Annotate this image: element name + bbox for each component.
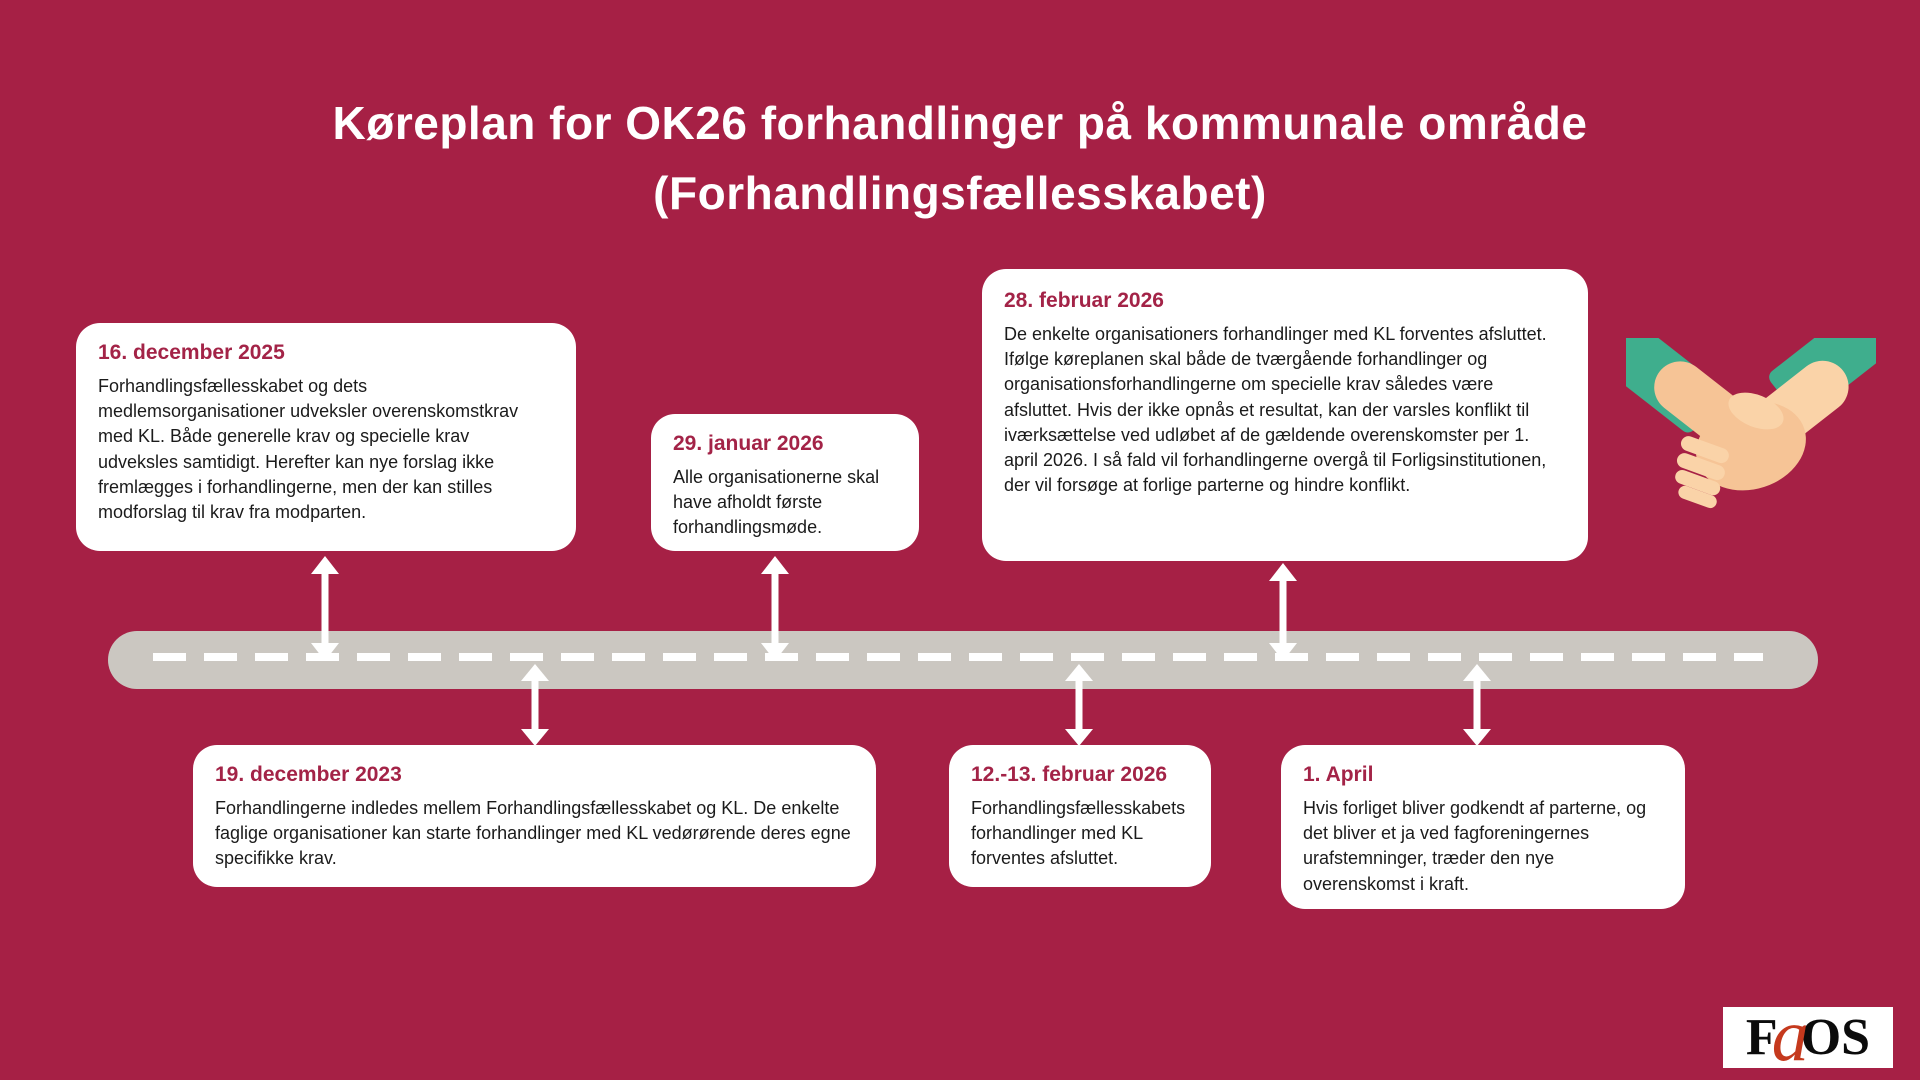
event-date: 29. januar 2026 [673,432,824,455]
event-date: 28. februar 2026 [1004,289,1164,312]
page-title-line2: (Forhandlingsfællesskabet) [653,167,1267,219]
event-text: Forhandlingsfællesskabets forhandlinger med KL forventes afsluttet. [971,798,1186,869]
double-arrow-icon [1459,664,1495,746]
event-date: 16. december 2025 [98,341,285,364]
faos-logo-letter-a: a [1771,994,1809,1077]
timeline-dashed-line [153,653,1763,661]
faos-logo-letter-f: F [1745,1008,1778,1066]
event-text: Hvis forliget bliver godkendt af parterne, og det bliver et ja ved fagforeningernes urafstemninger, træder den nye overenskomst i kraft. [1303,798,1647,894]
double-arrow-icon [1061,664,1097,746]
double-arrow-icon [1265,563,1301,661]
event-card-28-februar-2026 [982,269,1588,561]
page-title [0,88,1920,228]
handshake-icon [1626,338,1876,530]
event-date: 19. december 2023 [215,763,402,786]
event-text: De enkelte organisationers forhandlinger med KL forventes afsluttet. Ifølge køreplanen skal både de tværgående forhandlinger og organisationsforhandlingerne om specielle krav således være afsluttet. Hvis der ikke opnås et resultat, kan der varsles konflikt til iværksættelse ved udløbet af de gældende overenskomster per 1. april 2026. I så fald vil forhandlingerne overgå til Forligsinstitutionen, der vil forsøge at forlige parterne og hindre konflikt. [1004,324,1547,496]
page-title-line1: Køreplan for OK26 forhandlinger på kommunale område [332,97,1588,149]
event-date: 12.-13. februar 2026 [971,763,1168,786]
double-arrow-icon [517,664,553,746]
event-text: Forhandlingerne indledes mellem Forhandlingsfællesskabet og KL. De enkelte faglige organisationer kan starte forhandlinger med KL vedørørende deres egne specifikke krav. [215,798,851,869]
event-card-19-december-2023 [193,745,876,887]
event-text: Forhandlingsfællesskabet og dets medlemsorganisationer udveksler overenskomstkrav med KL. Både generelle krav og specielle krav udveksles samtidigt. Herefter kan nye forslag ikke fremlægges i forhandlingerne, men der kan stilles modforslag til krav fra modparten. [98,376,519,522]
event-card-12-13-februar-2026 [949,745,1211,887]
faos-logo-letters-os: OS [1800,1008,1871,1066]
event-card-1-april [1281,745,1685,909]
event-card-29-januar-2026 [651,414,919,551]
double-arrow-icon [757,556,793,661]
event-date: 1. April [1303,763,1374,786]
double-arrow-icon [307,556,343,661]
faos-logo [1723,994,1893,1077]
event-text: Alle organisationerne skal have afholdt første forhandlingsmøde. [673,467,880,538]
event-card-16-december-2025 [76,323,576,551]
